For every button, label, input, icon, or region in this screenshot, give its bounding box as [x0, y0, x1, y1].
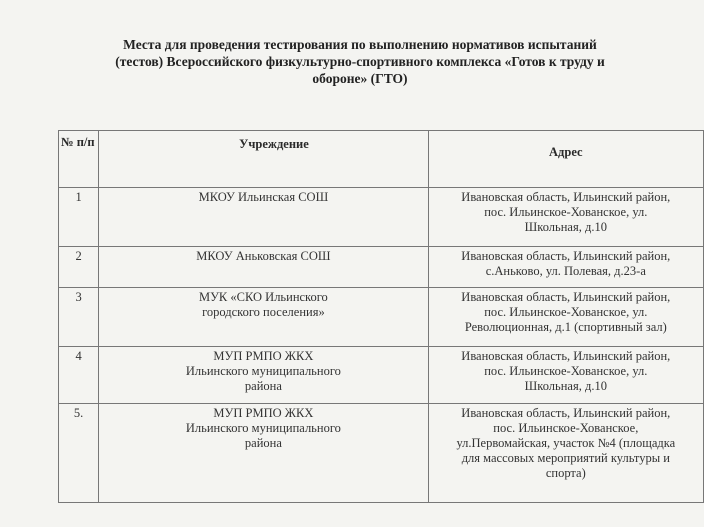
institution-line: МКОУ Аньковская СОШ [196, 249, 331, 263]
address-line: спорта) [545, 466, 586, 480]
title-line-2: (тестов) Всероссийского физкультурно-спортивного комплекса «Готов к труду и [115, 54, 605, 69]
row-address [428, 247, 703, 288]
table-row [59, 404, 704, 503]
institution-line: МУК «СКО Ильинского [198, 290, 328, 304]
institution-line: МУП РМПО ЖКХ [213, 349, 314, 363]
address-line: Ивановская область, Ильинский район, [461, 349, 671, 363]
institution-line: района [244, 379, 282, 393]
table-row [59, 247, 704, 288]
row-institution [99, 347, 428, 404]
address-line: пос. Ильинское-Хованское, ул. [484, 364, 648, 378]
address-line: Революционная, д.1 (спортивный зал) [464, 320, 667, 334]
address-line: пос. Ильинское-Хованское, ул. [484, 305, 648, 319]
row-institution [99, 247, 428, 288]
row-number: 1 [59, 188, 99, 247]
address-line: Ивановская область, Ильинский район, [461, 249, 671, 263]
row-number: 5. [59, 404, 99, 503]
title-line-3: обороне» (ГТО) [312, 71, 408, 86]
row-number: 3 [59, 288, 99, 347]
row-address [428, 288, 703, 347]
title-line-1: Места для проведения тестирования по выполнению нормативов испытаний [123, 37, 597, 52]
institution-line: городского поселения» [202, 305, 325, 319]
row-institution [99, 404, 428, 503]
row-address [428, 347, 703, 404]
header-address: Адрес [428, 131, 703, 188]
header-number-line-1: № [61, 135, 74, 149]
address-line: пос. Ильинское-Хованское, ул. [484, 205, 648, 219]
table-row [59, 188, 704, 247]
header-institution: Учреждение [99, 131, 428, 188]
row-number: 2 [59, 247, 99, 288]
header-number [59, 131, 99, 188]
address-line: пос. Ильинское-Хованское, [493, 421, 639, 435]
address-line: с.Аньково, ул. Полевая, д.23-а [485, 264, 646, 278]
address-line: Ивановская область, Ильинский район, [461, 290, 671, 304]
header-number-line-2: п/п [76, 135, 95, 149]
address-line: Ивановская область, Ильинский район, [461, 406, 671, 420]
table-header-row [59, 131, 704, 188]
row-address [428, 404, 703, 503]
institution-line: МУП РМПО ЖКХ [213, 406, 314, 420]
table-row [59, 347, 704, 404]
institution-line: МКОУ Ильинская СОШ [198, 190, 329, 204]
address-line: ул.Первомайская, участок №4 (площадка [456, 436, 676, 450]
institution-line: Ильинского муниципального [185, 421, 341, 435]
row-number: 4 [59, 347, 99, 404]
row-institution [99, 288, 428, 347]
table-row [59, 288, 704, 347]
address-line: Школьная, д.10 [524, 379, 607, 393]
row-address [428, 188, 703, 247]
address-line: Школьная, д.10 [524, 220, 607, 234]
testing-sites-table [58, 130, 704, 503]
address-line: Ивановская область, Ильинский район, [461, 190, 671, 204]
address-line: для массовых мероприятий культуры и [461, 451, 670, 465]
institution-line: Ильинского муниципального [185, 364, 341, 378]
institution-line: района [244, 436, 282, 450]
row-institution [99, 188, 428, 247]
document-title [70, 36, 650, 87]
